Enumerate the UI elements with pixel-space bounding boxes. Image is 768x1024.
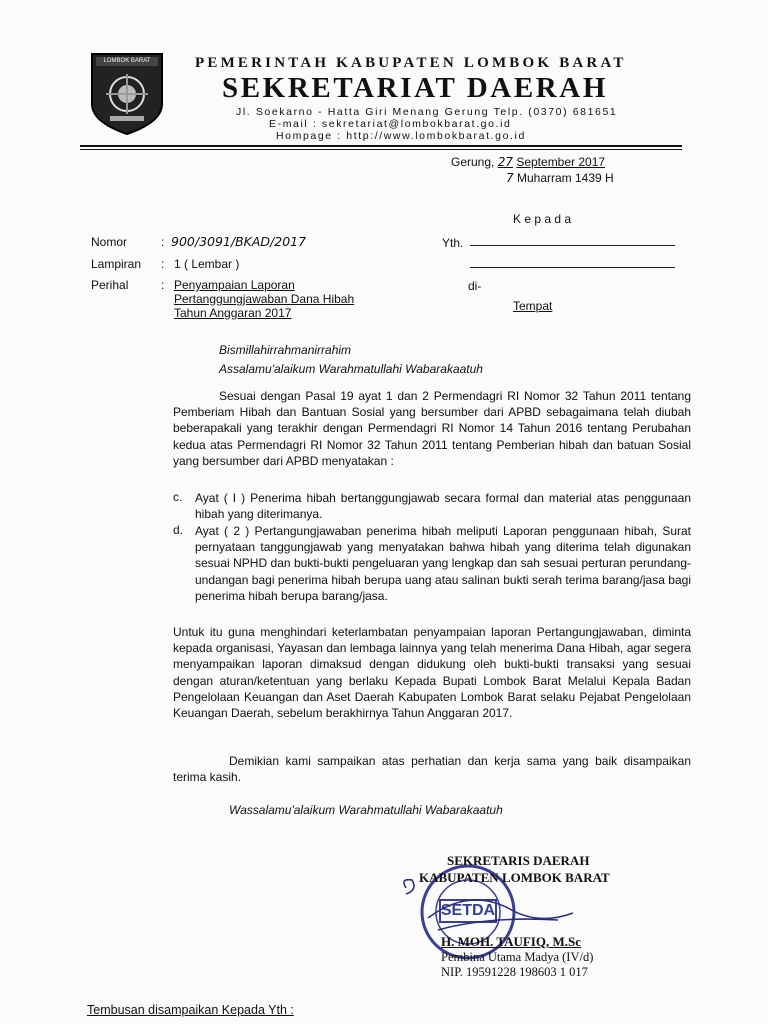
- perihal-line-3: Tahun Anggaran 2017: [174, 306, 292, 320]
- office-address: Jl. Soekarno - Hatta Giri Menang Gerung Telp. (0370) 681651: [236, 106, 618, 118]
- lampiran-label: Lampiran: [91, 257, 142, 271]
- tempat-label: Tempat: [513, 299, 553, 313]
- nomor-value: 900/3091/BKAD/2017: [171, 234, 307, 249]
- signatory-nip: NIP. 19591228 198603 1 017: [441, 965, 588, 979]
- hijri-day: 7: [506, 171, 514, 185]
- item-d-text: Ayat ( 2 ) Pertangungjawaban penerima hibah meliputi Laporan penggunaan hibah, Surat pernyataan tanggungjawab yang menyatakan bahwa hibah yang diterima telah digunakan sesuai NPHD dan bukti-bukti pengeluaran yang lengkap dan sah sesuai perturan perundang-undangan bagi penerima hibah berupa uang atau salinan bukti serah terima barang/jasa bagi penerima hibah berupa barang/jasa.: [195, 524, 691, 603]
- salam-opening: Assalamu'alaikum Warahmatullahi Wabarakaatuh: [219, 362, 483, 376]
- perihal-label: Perihal: [91, 278, 129, 292]
- date-month-year: September 2017: [516, 155, 606, 169]
- di-label: di-: [468, 279, 482, 293]
- salam-closing: Wassalamu'alaikum Warahmatullahi Wabarakaatuh: [229, 803, 503, 817]
- hijri-rest: Muharram 1439 H: [516, 171, 614, 185]
- letterhead-rule: [80, 145, 682, 147]
- recipient-line-2: [470, 267, 675, 268]
- yth-label: Yth.: [442, 236, 464, 250]
- date-day: 27: [497, 155, 513, 169]
- stamp-label: SETDA: [440, 902, 496, 919]
- letterhead-rule-thin: [80, 149, 682, 150]
- lampiran-colon: :: [161, 257, 165, 271]
- perihal-line-1: Penyampaian Laporan: [174, 278, 295, 292]
- tembusan-label: Tembusan disampaikan Kepada Yth :: [87, 1003, 294, 1017]
- recipient-line-1: [470, 245, 675, 246]
- logo-caption: LOMBOK BARAT: [103, 58, 151, 64]
- date-place: Gerung,: [451, 155, 495, 169]
- office-name: SEKRETARIAT DAERAH: [222, 72, 609, 104]
- item-d-marker: d.: [173, 523, 184, 537]
- bismillah: Bismillahirrahmanirrahim: [219, 343, 352, 357]
- paragraph-2: Untuk itu guna menghindari keterlambatan penyampaian laporan Pertangungjawaban, diminta kepada organisasi, Yayasan dan lembaga lainnya yang telah menerima Dana Hibah, agar segera menyampaikan laporan dimaksud dengan didukung oleh bukti-bukti transaksi yang sesuai dengan aturan/ketentuan yang berlaku Kepada Bupati Lombok Barat Melalui Kepala Badan Pengelolaan Keuangan dan Aset Daerah Kabupaten Lombok Barat selaku Pejabat Pengelolaan Keuangan Daerah, sebelum berakhirnya Tahun Anggaran 2017.: [173, 625, 691, 721]
- nomor-colon: :: [161, 235, 165, 249]
- office-homepage: Hompage : http://www.lombokbarat.go.id: [276, 130, 526, 142]
- item-c-text: Ayat ( I ) Penerima hibah bertanggungjawab secara formal dan material atas penggunaan hibah yang diterimanya.: [195, 491, 691, 522]
- office-email: E-mail : sekretariat@lombokbarat.go.id: [269, 118, 512, 130]
- lampiran-value: 1 ( Lembar ): [174, 257, 240, 271]
- signatory-title-1: SEKRETARIS DAERAH: [447, 853, 590, 868]
- item-c-marker: c.: [173, 490, 183, 504]
- signatory-rank: Pembina Utama Madya (IV/d): [441, 950, 594, 964]
- date-line: [451, 155, 605, 169]
- kepada-label: K e p a d a: [513, 212, 572, 226]
- nomor-label: Nomor: [91, 235, 128, 249]
- perihal-colon: :: [161, 278, 165, 292]
- signatory-name: H. MOH. TAUFIQ, M.Sc: [441, 934, 581, 949]
- paragraph-3: Demikian kami sampaikan atas perhatian dan kerja sama yang baik disampaikan terima kasih.: [173, 754, 691, 785]
- government-name: PEMERINTAH KABUPATEN LOMBOK BARAT: [195, 55, 627, 71]
- paragraph-1: Sesuai dengan Pasal 19 ayat 1 dan 2 Permendagri RI Nomor 32 Tahun 2011 tentang Pemberiam Hibah dan Bantuan Sosial yang bersumber dari APBD sebagaimana telah diubah beberapakali yang terakhir dengan Permendagri RI Nomor 14 Tahun 2016 tentang Perubahan kedua atas Permendagri RI Nomor 32 Tahun 2011 tentang Pemberian hibah dan batuan Sosial yang bersumber dari APBD menyatakan :: [173, 389, 691, 468]
- hijri-date-line: [506, 171, 614, 185]
- signatory-title-2: KABUPATEN LOMBOK BARAT: [419, 870, 610, 885]
- perihal-line-2: Pertanggungjawaban Dana Hibah: [174, 292, 355, 306]
- regency-logo: [88, 52, 166, 136]
